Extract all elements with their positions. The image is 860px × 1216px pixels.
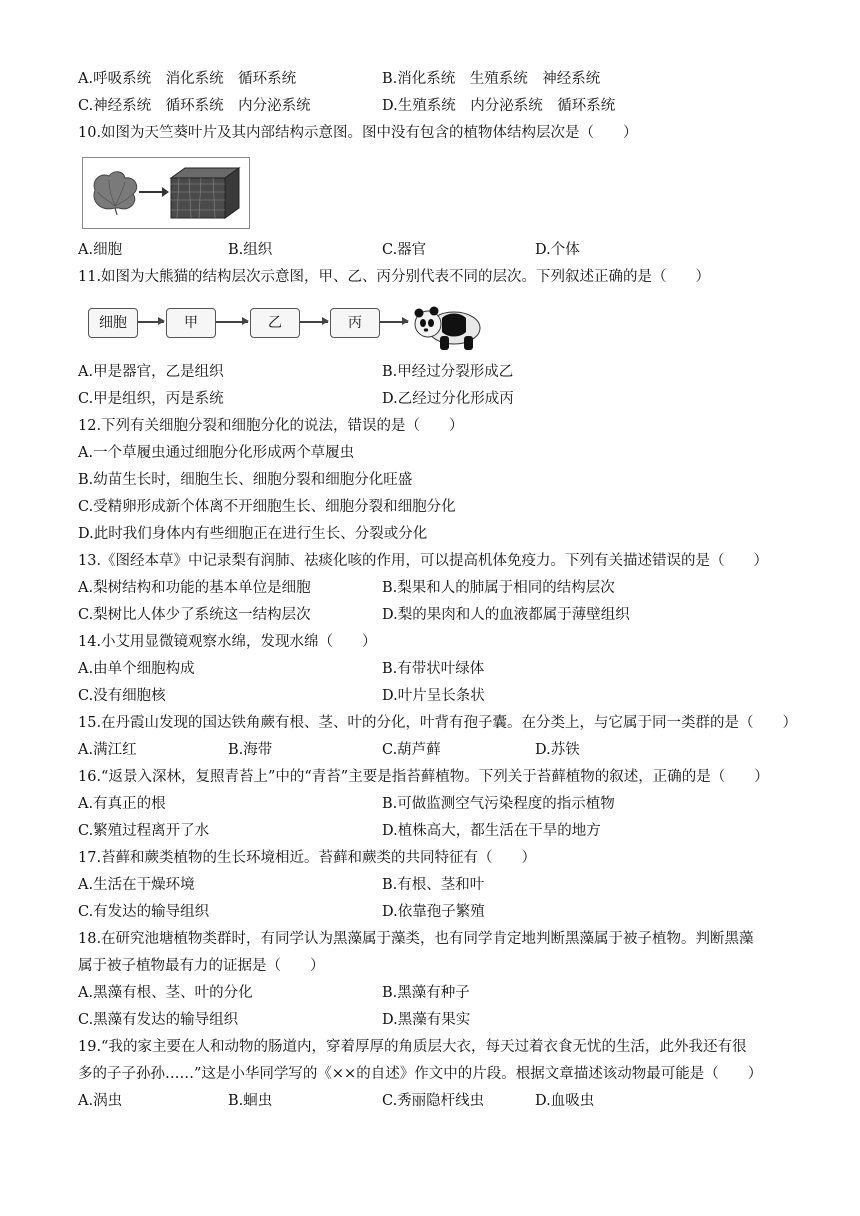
panda-image bbox=[412, 298, 484, 352]
q11-option-a: A.甲是器官，乙是组织 bbox=[78, 364, 224, 380]
q19-stem-line2: 多的子子孙孙……”这是小华同学写的《××的自述》作文中的片段。根据文章描述该动物最可能是（ ） bbox=[78, 1066, 763, 1082]
arrow-icon bbox=[138, 321, 164, 323]
q11-option-b: B.甲经过分裂形成乙 bbox=[382, 364, 514, 380]
q10-stem: 10.如图为天竺葵叶片及其内部结构示意图。图中没有包含的植物体结构层次是（ ） bbox=[78, 125, 638, 141]
hierarchy-box-bing: 丙 bbox=[330, 308, 380, 338]
arrow-icon bbox=[216, 321, 248, 323]
q15-option-b: B.海带 bbox=[228, 742, 273, 758]
q10-option-b: B.组织 bbox=[228, 242, 273, 258]
q17-option-d: D.依靠孢子繁殖 bbox=[382, 904, 485, 920]
q13-option-b: B.梨果和人的肺属于相同的结构层次 bbox=[382, 580, 615, 596]
q18-stem-line1: 18.在研究池塘植物类群时，有同学认为黑藻属于藻类，也有同学肯定地判断黑藻属于被子植物。判断黑藻 bbox=[78, 931, 754, 947]
q9-option-c: C.神经系统 循环系统 内分泌系统 bbox=[78, 98, 311, 114]
q17-stem: 17.苔藓和蕨类植物的生长环境相近。苔藓和蕨类的共同特征有（ ） bbox=[78, 850, 537, 866]
q15-option-a: A.满江红 bbox=[78, 742, 137, 758]
q10-option-a: A.细胞 bbox=[78, 242, 123, 258]
q15-option-d: D.苏铁 bbox=[535, 742, 580, 758]
arrow-icon bbox=[380, 321, 408, 323]
q13-option-c: C.梨树比人体少了系统这一结构层次 bbox=[78, 607, 311, 623]
q17-option-a: A.生活在干燥环境 bbox=[78, 877, 195, 893]
geranium-leaf-image bbox=[89, 168, 141, 216]
q10-option-d: D.个体 bbox=[535, 242, 580, 258]
q16-option-c: C.繁殖过程离开了水 bbox=[78, 823, 210, 839]
q16-option-d: D.植株高大，都生活在干旱的地方 bbox=[382, 823, 601, 839]
leaf-section-block-image bbox=[167, 164, 241, 220]
q16-option-a: A.有真正的根 bbox=[78, 796, 166, 812]
q15-option-c: C.葫芦藓 bbox=[382, 742, 441, 758]
q19-option-b: B.蛔虫 bbox=[228, 1093, 273, 1109]
q19-option-d: D.血吸虫 bbox=[535, 1093, 595, 1109]
arrow-icon bbox=[300, 321, 328, 323]
q13-option-a: A.梨树结构和功能的基本单位是细胞 bbox=[78, 580, 311, 596]
q9-option-b: B.消化系统 生殖系统 神经系统 bbox=[382, 71, 601, 87]
q18-option-c: C.黑藻有发达的输导组织 bbox=[78, 1012, 239, 1028]
q9-option-a: A.呼吸系统 消化系统 循环系统 bbox=[78, 71, 297, 87]
q12-option-b: B.幼苗生长时，细胞生长、细胞分裂和细胞分化旺盛 bbox=[78, 472, 413, 488]
q11-stem: 11.如图为大熊猫的结构层次示意图，甲、乙、丙分别代表不同的层次。下列叙述正确的是（ ） bbox=[78, 269, 711, 285]
q17-option-c: C.有发达的输导组织 bbox=[78, 904, 210, 920]
q13-option-d: D.梨的果肉和人的血液都属于薄壁组织 bbox=[382, 607, 630, 623]
q12-option-c: C.受精卵形成新个体离不开细胞生长、细胞分裂和细胞分化 bbox=[78, 499, 456, 515]
q17-option-b: B.有根、茎和叶 bbox=[382, 877, 485, 893]
q14-option-a: A.由单个细胞构成 bbox=[78, 661, 195, 677]
q11-option-c: C.甲是组织，丙是系统 bbox=[78, 391, 224, 407]
q14-option-d: D.叶片呈长条状 bbox=[382, 688, 485, 704]
q10-option-c: C.器官 bbox=[382, 242, 427, 258]
q19-stem-line1: 19.“我的家主要在人和动物的肠道内，穿着厚厚的角质层大衣，每天过着衣食无忧的生活，此外我还有很 bbox=[78, 1039, 747, 1055]
hierarchy-box-yi: 乙 bbox=[250, 308, 300, 338]
q12-option-a: A.一个草履虫通过细胞分化形成两个草履虫 bbox=[78, 445, 355, 461]
q19-option-a: A.涡虫 bbox=[78, 1093, 123, 1109]
q14-stem: 14.小艾用显微镜观察水绵，发现水绵（ ） bbox=[78, 634, 377, 650]
q16-stem: 16.“返景入深林，复照青苔上”中的“青苔”主要是指苔藓植物。下列关于苔藓植物的叙述，正确的是（ ） bbox=[78, 769, 769, 785]
leaf-structure-figure bbox=[82, 157, 250, 229]
q13-stem: 13.《图经本草》中记录梨有润肺、祛痰化咳的作用，可以提高机体免疫力。下列有关描述错误的是（ ） bbox=[78, 553, 769, 569]
q18-option-d: D.黑藻有果实 bbox=[382, 1012, 471, 1028]
q14-option-c: C.没有细胞核 bbox=[78, 688, 166, 704]
hierarchy-box-cell: 细胞 bbox=[88, 308, 138, 338]
q12-stem: 12.下列有关细胞分裂和细胞分化的说法，错误的是（ ） bbox=[78, 418, 464, 434]
q18-option-b: B.黑藻有种子 bbox=[382, 985, 470, 1001]
panda-hierarchy-figure bbox=[88, 298, 488, 354]
q11-option-d: D.乙经过分化形成丙 bbox=[382, 391, 514, 407]
hierarchy-box-jia: 甲 bbox=[166, 308, 216, 338]
q12-option-d: D.此时我们身体内有些细胞正在进行生长、分裂或分化 bbox=[78, 526, 428, 542]
q14-option-b: B.有带状叶绿体 bbox=[382, 661, 485, 677]
q18-option-a: A.黑藻有根、茎、叶的分化 bbox=[78, 985, 253, 1001]
q16-option-b: B.可做监测空气污染程度的指示植物 bbox=[382, 796, 615, 812]
q15-stem: 15.在丹霞山发现的国达铁角蕨有根、茎、叶的分化，叶背有孢子囊。在分类上，与它属于同一类群的是（ ） bbox=[78, 715, 798, 731]
q9-option-d: D.生殖系统 内分泌系统 循环系统 bbox=[382, 98, 616, 114]
q19-option-c: C.秀丽隐杆线虫 bbox=[382, 1093, 485, 1109]
arrow-icon bbox=[139, 191, 167, 193]
q18-stem-line2: 属于被子植物最有力的证据是（ ） bbox=[78, 958, 325, 974]
